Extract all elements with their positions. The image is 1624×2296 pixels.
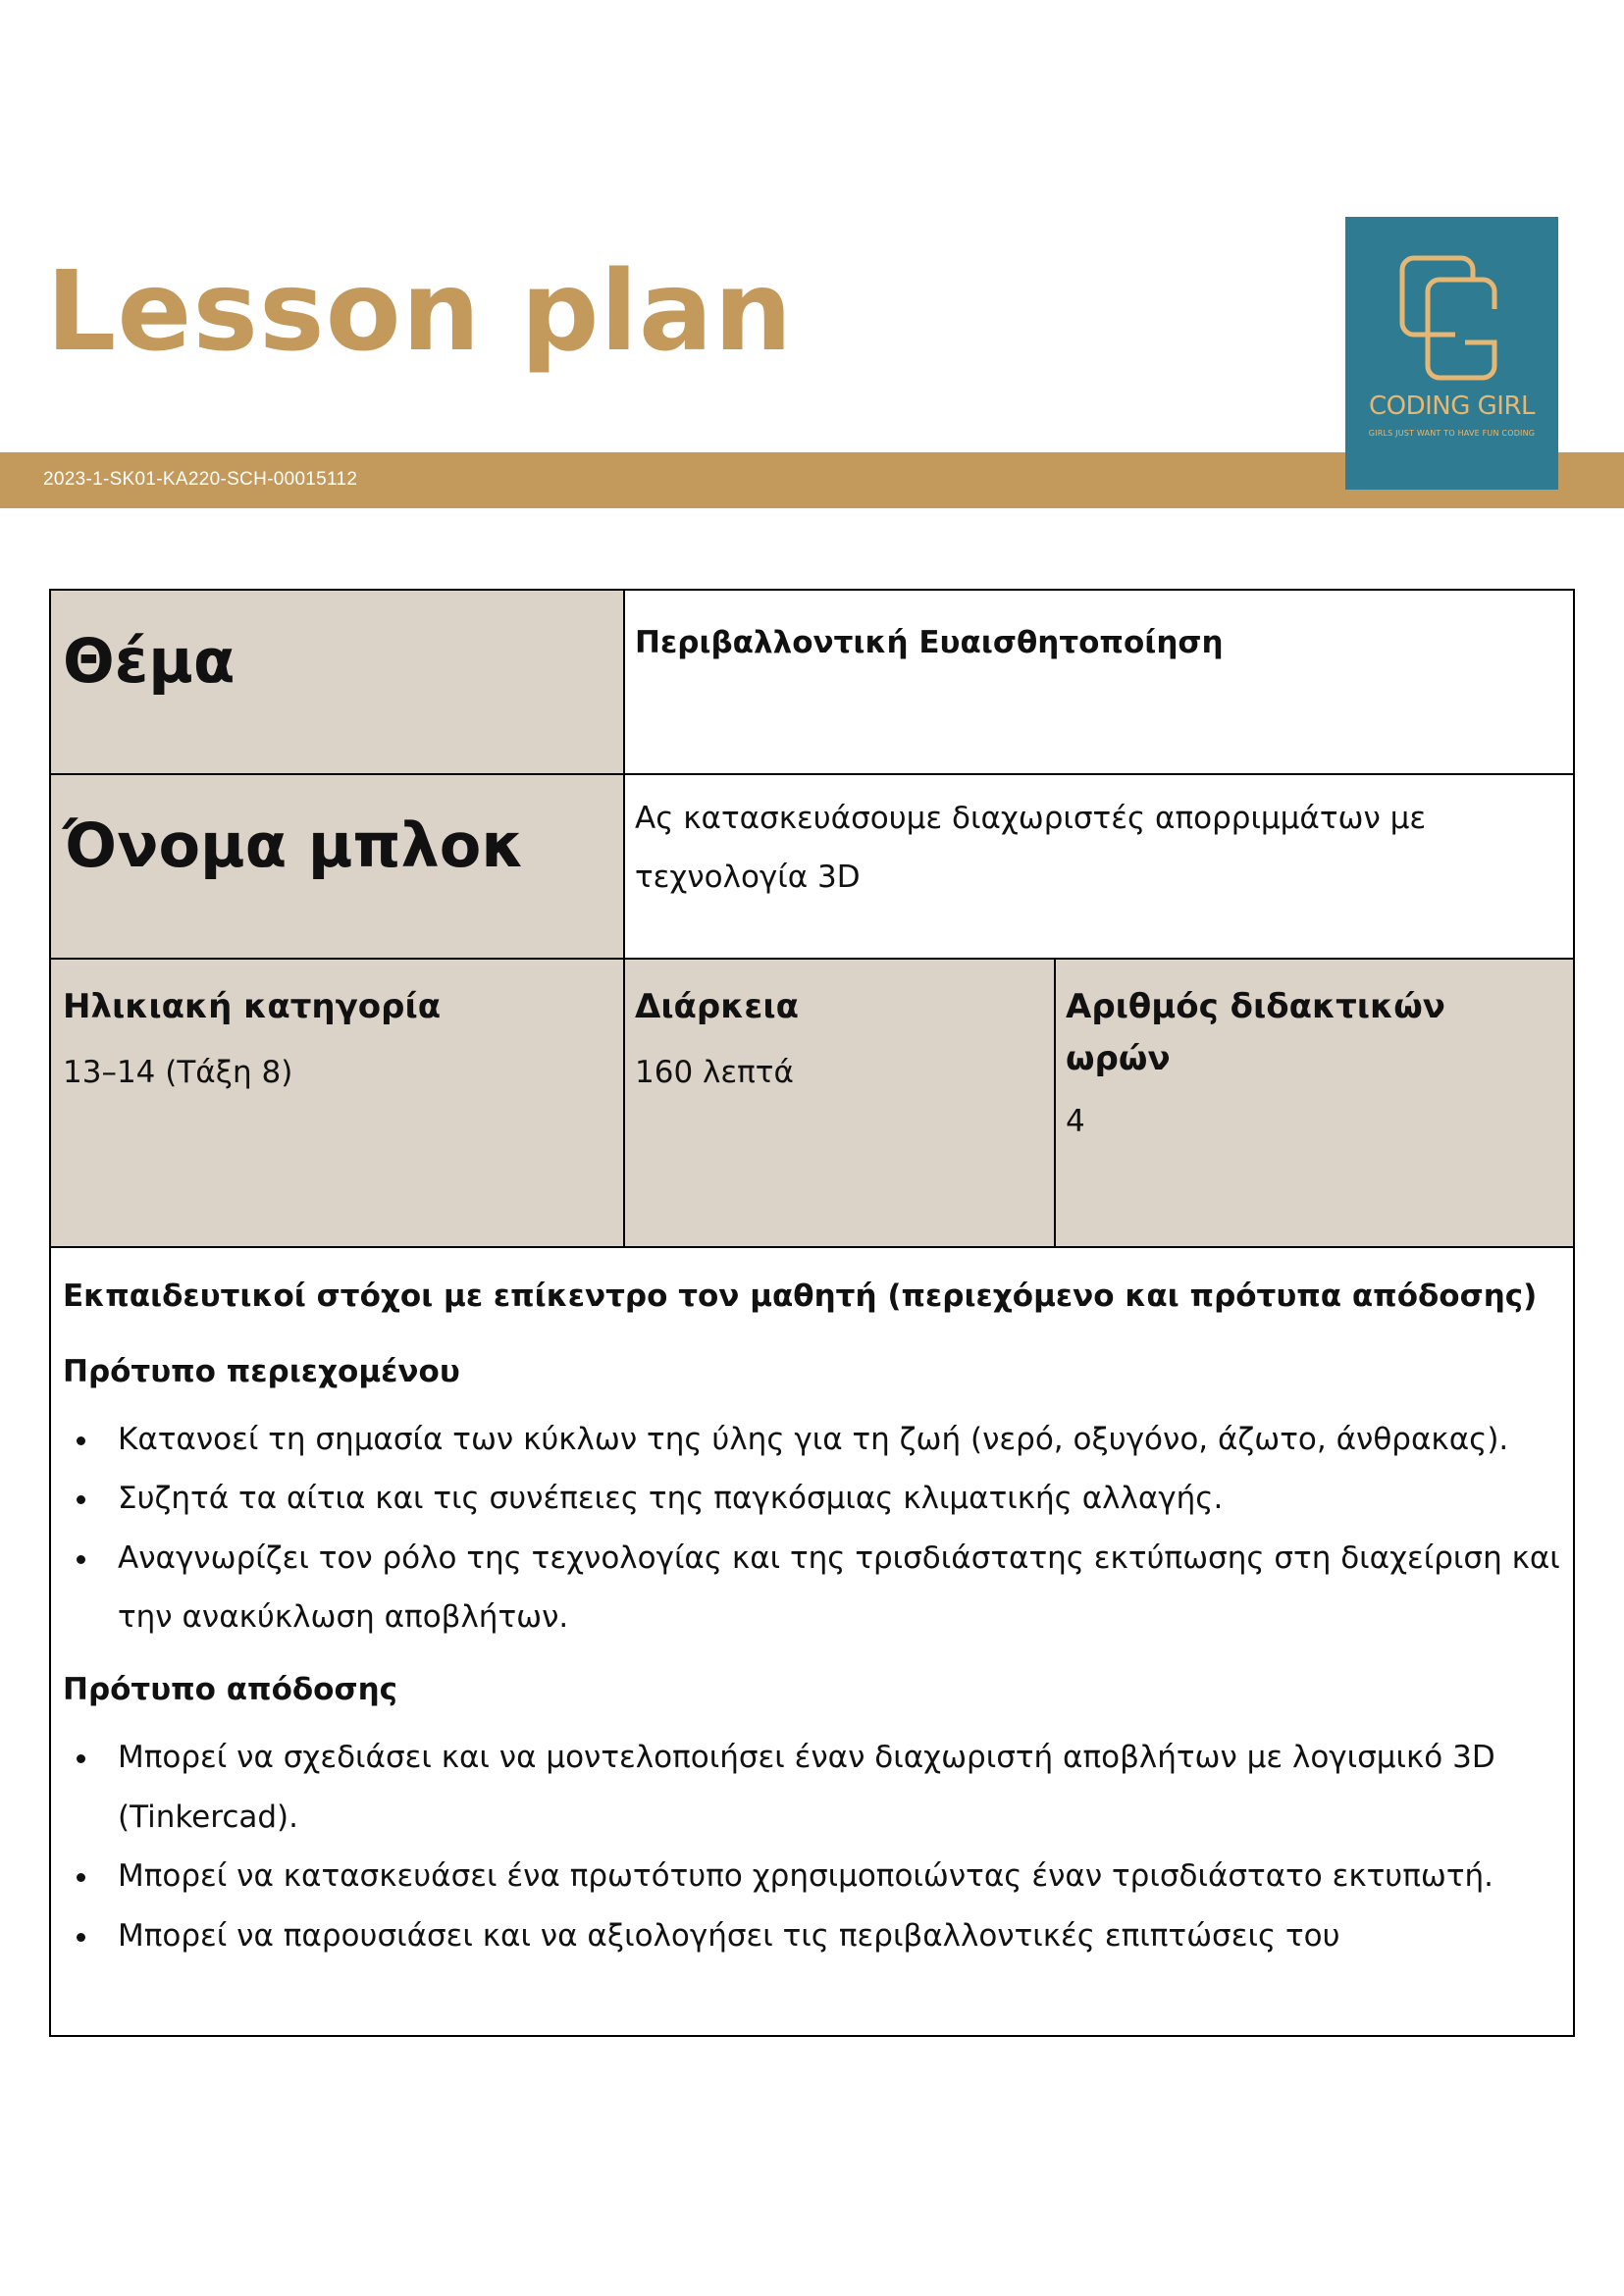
topic-label: Θέμα <box>63 625 236 697</box>
list-item: Μπορεί να σχεδιάσει και να μοντελοποιήσει έναν διαχωριστή αποβλήτων με λογισμικό 3D (Tinkercad). <box>63 1728 1561 1847</box>
list-item: Συζητά τα αίτια και τις συνέπειες της παγκόσμιας κλιματικής αλλαγής. <box>63 1469 1561 1528</box>
list-item: Κατανοεί τη σημασία των κύκλων της ύλης για τη ζωή (νερό, οξυγόνο, άζωτο, άνθρακας). <box>63 1410 1561 1469</box>
coding-girl-logo <box>1345 217 1558 490</box>
age-cell <box>49 958 625 1248</box>
age-value: 13–14 (Τάξη 8) <box>63 1054 293 1090</box>
list-item: Μπορεί να παρουσιάσει και να αξιολογήσει τις περιβαλλοντικές επιπτώσεις του <box>63 1906 1561 1965</box>
project-code: 2023-1-SK01-KA220-SCH-00015112 <box>43 469 358 490</box>
lesson-plan-table <box>49 589 1575 2037</box>
block-label: Όνομα μπλοκ <box>63 809 525 881</box>
topic-value: Περιβαλλοντική Ευαισθητοποίηση <box>635 625 1224 660</box>
topic-value-cell <box>623 589 1575 775</box>
block-value-line-2: τεχνολογία 3D <box>635 860 861 896</box>
age-label: Ηλικιακή κατηγορία <box>63 987 442 1026</box>
content-standard-heading: Πρότυπο περιεχομένου <box>63 1353 460 1389</box>
block-value-line-1: Ας κατασκευάσουμε διαχωριστές απορριμμάτων με <box>635 801 1427 836</box>
logo-name: CODING GIRL <box>1368 391 1536 421</box>
logo-tagline: GIRLS JUST WANT TO HAVE FUN CODING <box>1368 429 1536 438</box>
teaching-hours-value: 4 <box>1066 1104 1085 1140</box>
content-standard-list <box>63 1410 1561 1647</box>
objectives-cell <box>49 1246 1575 2037</box>
block-value-cell <box>623 773 1575 960</box>
duration-label: Διάρκεια <box>635 987 799 1026</box>
page-title: Lesson plan <box>46 248 794 376</box>
teaching-hours-cell <box>1054 958 1575 1248</box>
duration-cell <box>623 958 1056 1248</box>
duration-value: 160 λεπτά <box>635 1054 794 1090</box>
cg-monogram-icon <box>1396 252 1506 390</box>
performance-standard-list <box>63 1728 1561 1965</box>
performance-standard-heading: Πρότυπο απόδοσης <box>63 1671 398 1707</box>
list-item: Μπορεί να κατασκευάσει ένα πρωτότυπο χρησιμοποιώντας έναν τρισδιάστατο εκτυπωτή. <box>63 1847 1561 1905</box>
teaching-hours-label-line-1: Αριθμός διδακτικών <box>1066 987 1445 1026</box>
teaching-hours-label-line-2: ωρών <box>1066 1038 1171 1078</box>
list-item: Αναγνωρίζει τον ρόλο της τεχνολογίας και της τρισδιάστατης εκτύπωσης στη διαχείριση και την ανακύκλωση αποβλήτων. <box>63 1529 1561 1647</box>
block-label-cell <box>49 773 625 960</box>
objectives-heading: Εκπαιδευτικοί στόχοι με επίκεντρο τον μαθητή (περιεχόμενο και πρότυπα απόδοσης) <box>63 1278 1538 1314</box>
topic-label-cell <box>49 589 625 775</box>
